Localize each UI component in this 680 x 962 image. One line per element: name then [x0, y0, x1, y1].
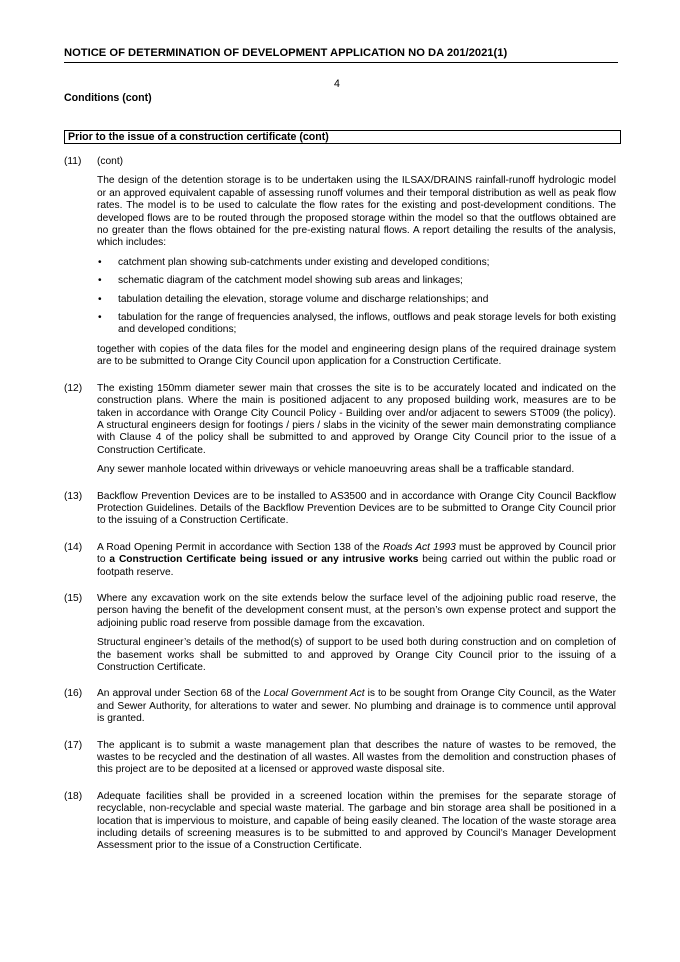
condition-number: (16) — [64, 688, 83, 700]
conditions-heading: Conditions (cont) — [64, 92, 152, 104]
bullet-list — [97, 257, 616, 337]
bullet-icon: • — [98, 312, 102, 324]
text-run: A Road Opening Permit in accordance with Section 138 of the — [97, 541, 383, 553]
condition-number: (17) — [64, 739, 83, 751]
condition-paragraph: Adequate facilities shall be provided in a screened location within the premises for the separate storage of recyclable, non-recyclable and special waste material. The garbage and bin storage area shall be positioned in a location that is impervious to moisture, and capable of being easily cleaned. The location of the waste storage area including details of screening measures is to be submitted to and approved by Council’s Manager Development Assessment prior to the issue of a Construction Certificate. — [97, 790, 616, 852]
conditions-list — [64, 156, 616, 867]
condition-17 — [64, 740, 616, 777]
bullet-icon: • — [98, 256, 102, 268]
list-item-text: schematic diagram of the catchment model showing sub areas and linkages; — [118, 275, 463, 287]
condition-paragraph: Structural engineer’s details of the method(s) of support to be used both during construction and on completion of the basement works shall be submitted to and approved by Orange City Council prior to the issuing of a Construction Certificate. — [97, 637, 616, 673]
condition-number: (18) — [64, 790, 83, 802]
condition-number: (15) — [64, 592, 83, 604]
condition-12 — [64, 383, 616, 477]
document-title: NOTICE OF DETERMINATION OF DEVELOPMENT APPLICATION NO DA 201/2021(1) — [64, 47, 618, 63]
condition-number: (13) — [64, 490, 83, 502]
condition-paragraph: The applicant is to submit a waste management plan that describes the nature of wastes to be removed, the wastes to be recycled and the destination of all wastes. All wastes from the demolition and construction phases of this project are to be deposited at a licensed or approved waste disposal site. — [97, 739, 616, 776]
condition-18 — [64, 791, 616, 853]
condition-number: (11) — [64, 156, 82, 167]
condition-paragraph — [97, 542, 616, 579]
page-number: 4 — [334, 78, 340, 90]
act-name: Roads Act 1993 — [382, 541, 456, 553]
condition-paragraph: Any sewer manhole located within driveways or vehicle manoeuvring areas shall be a trafficable standard. — [97, 464, 575, 476]
bullet-icon: • — [98, 275, 102, 287]
act-name: Local Government Act — [263, 688, 365, 700]
condition-paragraph: The existing 150mm diameter sewer main that crosses the site is to be accurately located and indicated on the construction plans. Where the main is positioned adjacent to any proposed building work, measures are to be taken in accordance with Orange City Council Policy - Building over and/or adjacent to sewers ST009 (the policy). A structural engineers design for footings / piers / slabs in the vicinity of the sewer main demonstrating compliance with Clause 4 of the policy shall be submitted to and approved by Orange City Council prior to the issue of a Construction Certificate. — [97, 382, 616, 456]
condition-15 — [64, 593, 616, 674]
text-run: An approval under Section 68 of the — [97, 688, 264, 700]
condition-paragraph: Where any excavation work on the site extends below the surface level of the adjoining public road reserve, the person having the benefit of the development consent must, at the person’s own expense protect and support the adjoining public road reserve from possible damage from the excavation. — [97, 592, 616, 629]
condition-11 — [64, 156, 616, 369]
bullet-icon: • — [98, 293, 102, 305]
condition-number: (12) — [64, 382, 83, 394]
condition-paragraph — [97, 688, 616, 725]
condition-paragraph: Backflow Prevention Devices are to be installed to AS3500 and in accordance with Orange City Council Backflow Protection Guidelines. Details of the Backflow Prevention Devices are to be submitted to Orange City Council prior to the issuing of a Construction Certificate. — [97, 490, 616, 527]
list-item-text: catchment plan showing sub-catchments under existing and developed conditions; — [118, 256, 490, 268]
list-item-text: tabulation for the range of frequencies analysed, the inflows, outflows and peak storage levels for both existing and developed conditions; — [118, 312, 616, 336]
condition-paragraph: (cont) — [97, 156, 124, 167]
emphasis-text: a Construction Certificate being issued or any intrusive works — [109, 554, 419, 566]
condition-14 — [64, 542, 616, 579]
text-run: is to be sought from Orange City Council, as the Water and Sewer Authority, for alterations to water and sewer. No plumbing and drainage is to commence until approval is granted. — [97, 688, 616, 725]
list-item — [97, 294, 616, 306]
condition-paragraph: The design of the detention storage is to be undertaken using the ILSAX/DRAINS rainfall-runoff hydrologic model or an approved equivalent capable of assessing runoff volumes and their temporal distribution as well as peak flow rates. The model is to be used to calculate the flow rates for the existing and post-development conditions. The developed flows are to be routed through the proposed storage within the model so that the outflows obtained are no greater than the flows obtained for the pre-existing natural flows. A report detailing the results of the analysis, which includes: — [97, 175, 616, 249]
condition-16 — [64, 688, 616, 725]
condition-13 — [64, 491, 616, 528]
list-item — [97, 275, 616, 287]
list-item — [97, 257, 616, 269]
condition-number: (14) — [64, 541, 83, 553]
text-run: must be approved by Council prior to — [97, 541, 616, 566]
list-item — [97, 312, 616, 337]
text-run: being carried out within the public road or footpath reserve. — [97, 554, 616, 578]
condition-paragraph: together with copies of the data files for the model and engineering design plans of the required drainage system are to be submitted to Orange City Council upon application for a Construction Certificate. — [97, 343, 616, 368]
section-heading-box: Prior to the issue of a construction certificate (cont) — [64, 130, 621, 144]
list-item-text: tabulation detailing the elevation, storage volume and discharge relationships; and — [118, 293, 489, 305]
